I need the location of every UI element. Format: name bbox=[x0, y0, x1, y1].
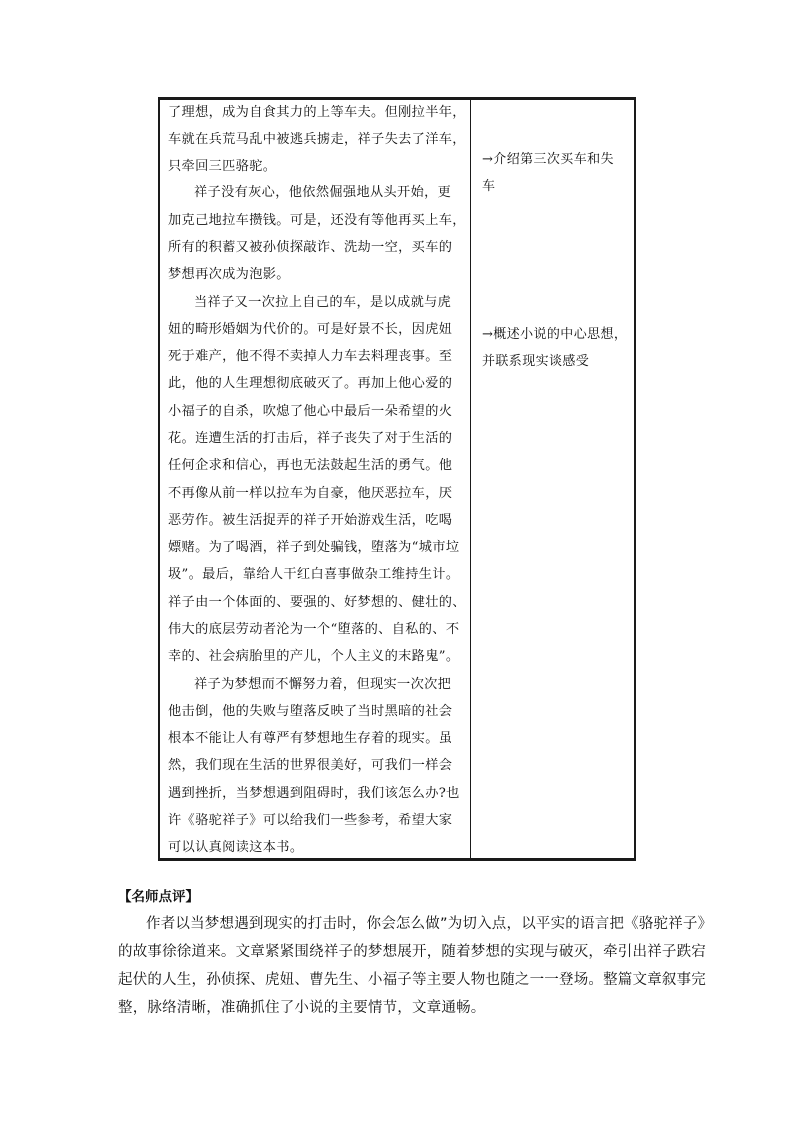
essay-paragraph-start: 当祥子又一次拉上自己的车，是以成就与虎 bbox=[194, 295, 452, 310]
essay-line: 车就在兵荒马乱中被逃兵掳走，祥子失去了洋车， bbox=[168, 132, 466, 147]
review-line: 作者以当梦想遇到现实的打击时，你会怎么做”为切入点，以平实的语言把《骆驼祥子》 bbox=[146, 916, 713, 932]
essay-line: 死于难产，他不得不卖掉人力车去料理丧事。至 bbox=[168, 349, 453, 364]
annotation-note: →概述小说的中心思想， bbox=[482, 327, 628, 342]
essay-line: 可以认真阅读这本书。 bbox=[168, 840, 304, 855]
review-line: 的故事徐徐道来。文章紧紧围绕祥子的梦想展开，随着梦想的实现与破灭，牵引出祥子跌宕 bbox=[118, 944, 706, 960]
essay-line: 许《骆驼祥子》可以给我们一些参考，希望大家 bbox=[168, 813, 453, 828]
essay-line: 花。连遭生活的打击后，祥子丧失了对于生活的 bbox=[168, 431, 453, 446]
essay-line: 圾”。最后，靠给人干红白喜事做杂工维持生计。 bbox=[168, 567, 460, 582]
essay-line: 小福子的自杀，吹熄了他心中最后一朵希望的火 bbox=[168, 404, 453, 419]
essay-line: 根本不能让人有尊严有梦想地生存着的现实。虽 bbox=[168, 731, 453, 746]
essay-line: 遇到挫折，当梦想遇到阻碍时，我们该怎么办?也 bbox=[168, 786, 460, 801]
essay-line: 幸的、社会病胎里的产儿，个人主义的末路鬼”。 bbox=[168, 649, 460, 664]
essay-line: 了理想，成为自食其力的上等车夫。但刚拉半年， bbox=[168, 105, 466, 120]
essay-line: 所有的积蓄又被孙侦探敲诈、洗劫一空，买车的 bbox=[168, 240, 453, 255]
essay-line: 不再像从前一样以拉车为自豪，他厌恶拉车，厌 bbox=[168, 486, 453, 501]
essay-paragraph-start: 祥子没有灰心，他依然倔强地从头开始，更 bbox=[194, 185, 452, 200]
essay-line: 只牵回三匹骆驼。 bbox=[168, 159, 277, 174]
essay-line: 嫖赌。为了喝酒，祥子到处骗钱，堕落为“城市垃 bbox=[168, 540, 460, 555]
essay-paragraph-start: 祥子为梦想而不懈努力着，但现实一次次把 bbox=[194, 677, 452, 692]
review-line: 起伏的人生，孙侦探、虎妞、曹先生、小福子等主要人物也随之一一登场。整篇文章叙事完 bbox=[118, 972, 706, 988]
essay-line: 然，我们现在生活的世界很美好，可我们一样会 bbox=[168, 758, 453, 773]
annotation-note: 并联系现实谈感受 bbox=[482, 354, 590, 369]
essay-line: 他击倒，他的失败与堕落反映了当时黑暗的社会 bbox=[168, 704, 453, 719]
essay-line: 任何企求和信心，再也无法鼓起生活的勇气。他 bbox=[168, 458, 453, 473]
essay-line: 此，他的人生理想彻底破灭了。再加上他心爱的 bbox=[168, 376, 453, 391]
review-line: 整，脉络清晰，准确抓住了小说的主要情节，文章通畅。 bbox=[118, 1000, 486, 1016]
essay-line: 祥子由一个体面的、要强的、好梦想的、健壮的、 bbox=[168, 595, 466, 610]
annotation-note: →介绍第三次买车和失 bbox=[482, 152, 614, 167]
essay-line: 妞的畸形婚姻为代价的。可是好景不长，因虎妞 bbox=[168, 322, 453, 337]
column-divider bbox=[470, 100, 471, 858]
essay-line: 加克己地拉车攒钱。可是，还没有等他再买上车， bbox=[168, 213, 466, 228]
essay-line: 恶劳作。被生活捉弄的祥子开始游戏生活，吃喝 bbox=[168, 513, 453, 528]
essay-line: 梦想再次成为泡影。 bbox=[168, 267, 290, 282]
annotation-note: 车 bbox=[482, 179, 496, 194]
review-heading: 【名师点评】 bbox=[118, 889, 199, 905]
essay-table bbox=[158, 97, 636, 861]
essay-line: 伟大的底层劳动者沦为一个“堕落的、自私的、不 bbox=[168, 622, 460, 637]
